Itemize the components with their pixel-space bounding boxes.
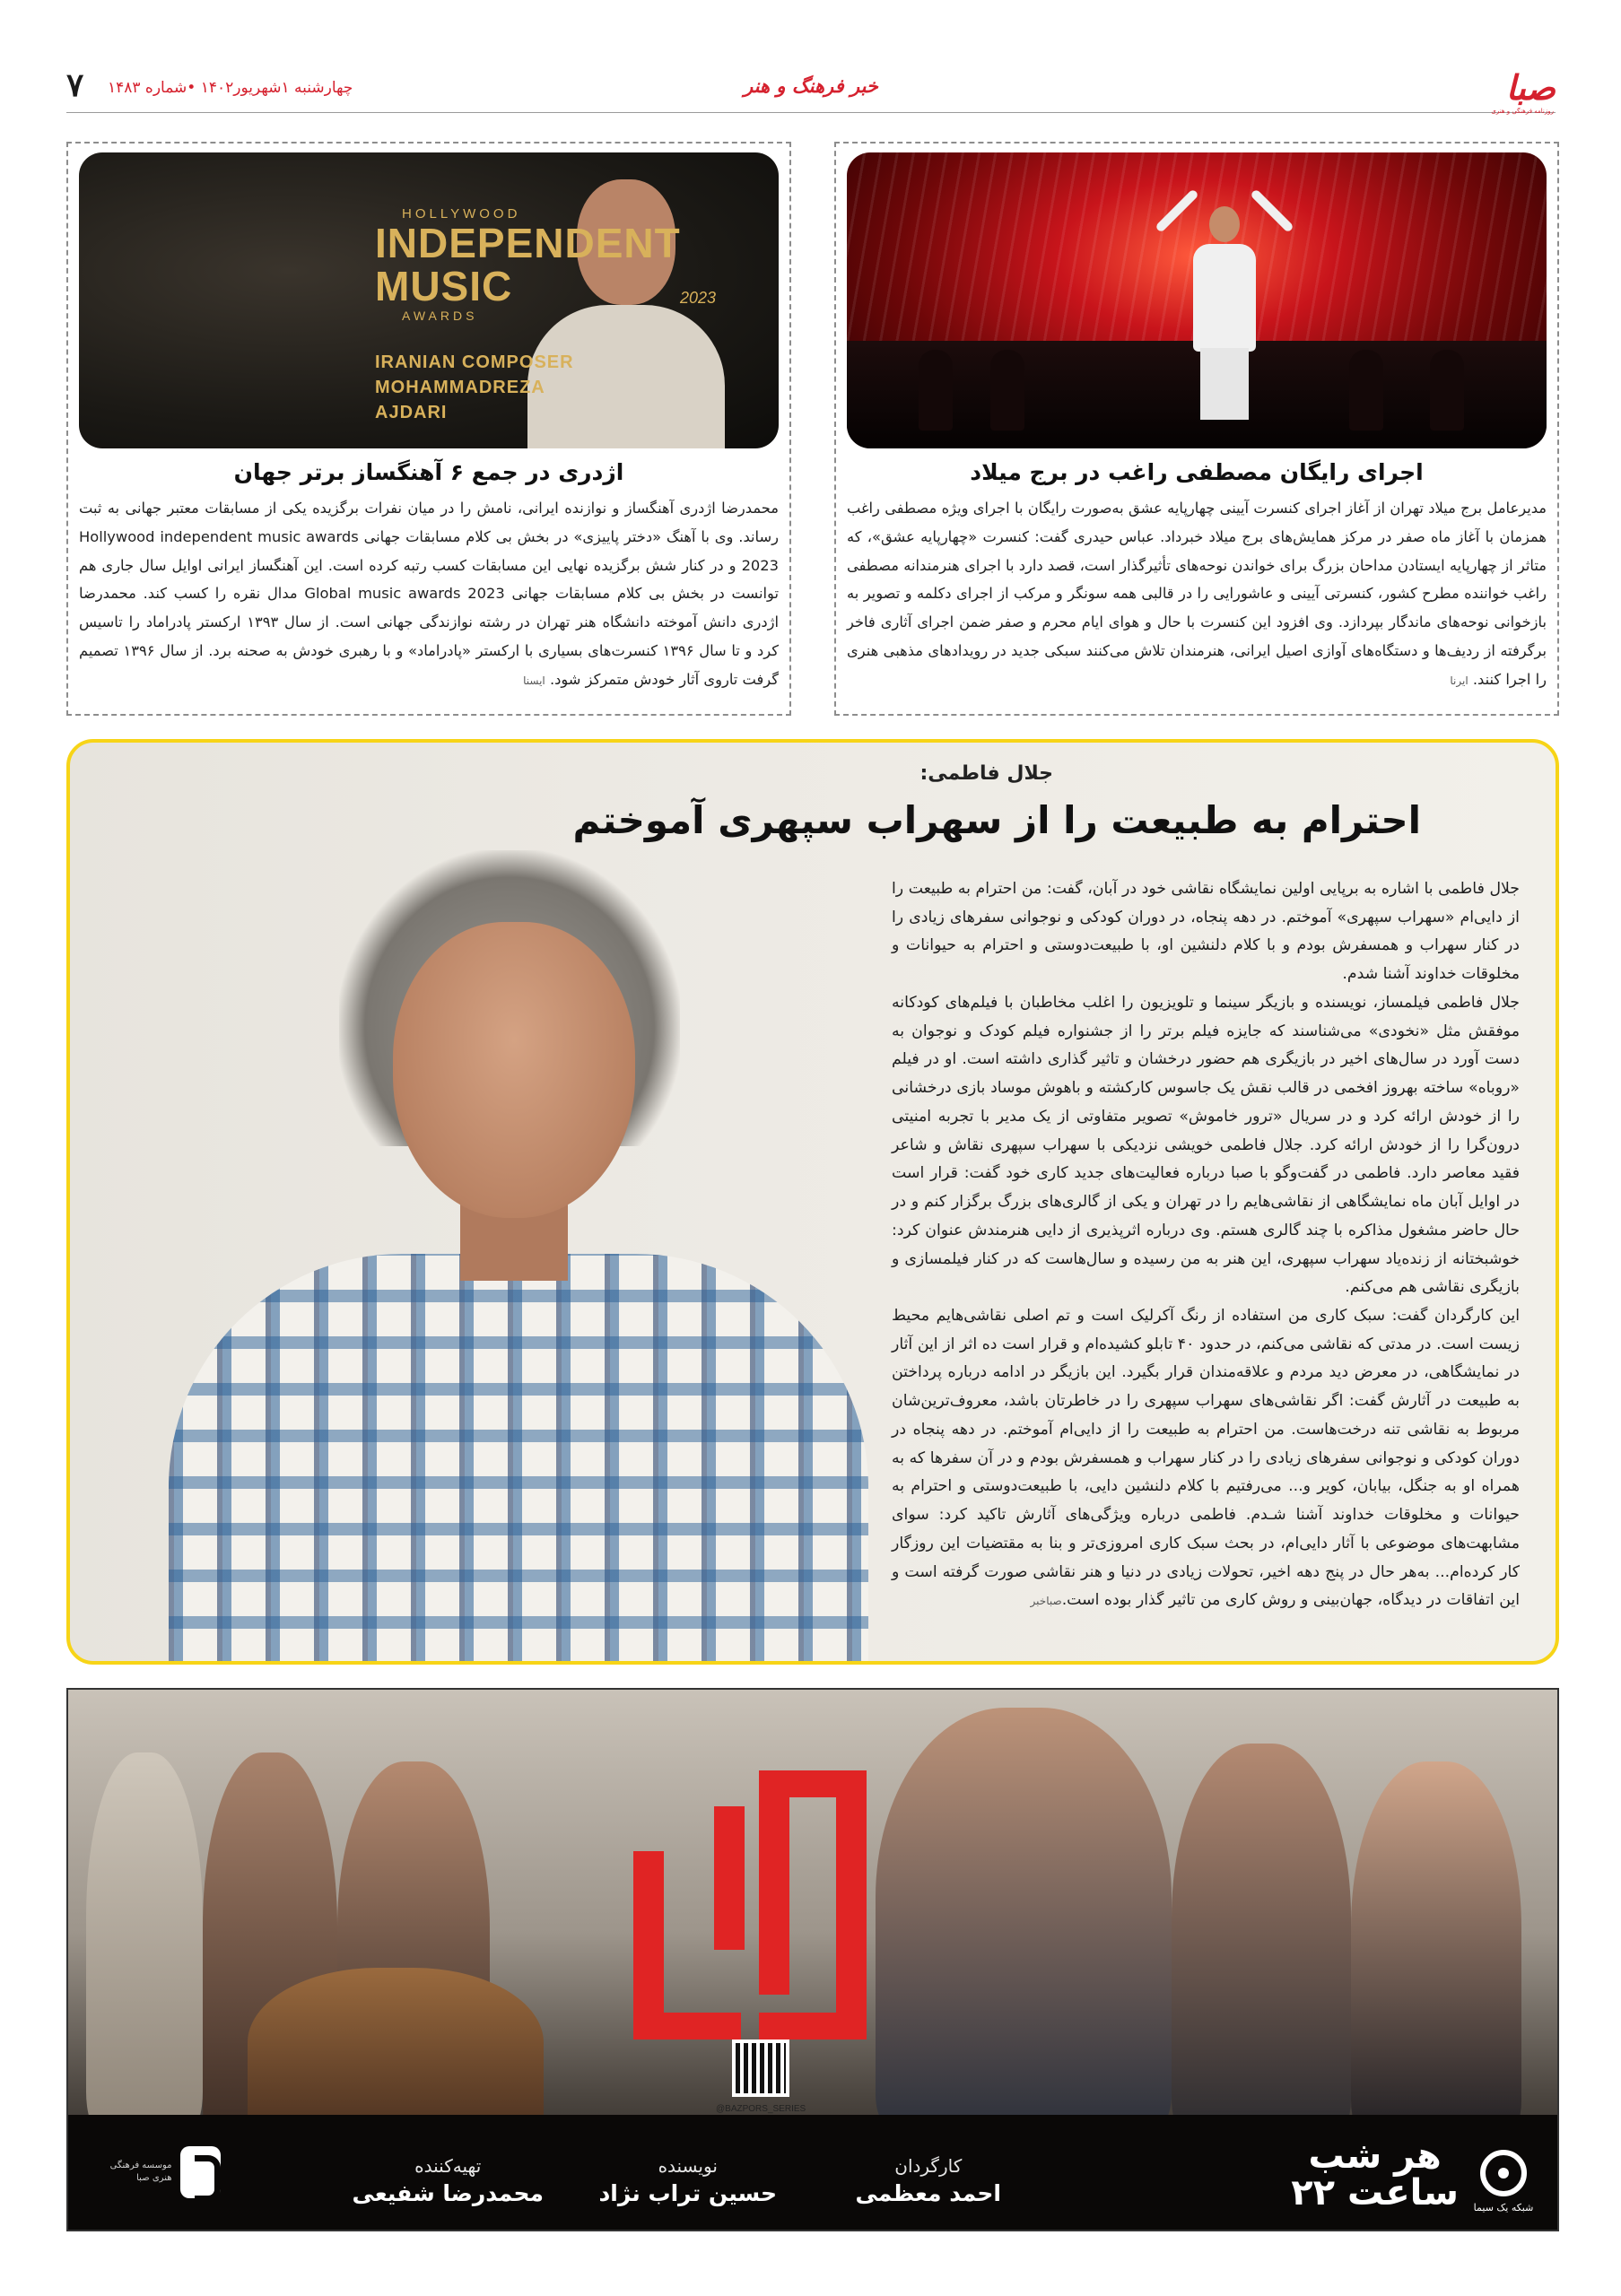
news-source: ایرنا	[1450, 674, 1468, 687]
series-advertisement[interactable]	[66, 1688, 1559, 2231]
award-name: INDEPENDENT MUSIC	[375, 220, 681, 310]
composer-caption-line: AJDARI	[375, 402, 448, 422]
award-year: 2023	[679, 289, 716, 307]
news-body	[79, 494, 779, 693]
news-box-ajdari-award	[66, 142, 791, 716]
newspaper-logo[interactable]	[1491, 67, 1556, 115]
feature-paragraph	[892, 1302, 1520, 1615]
news-body	[847, 494, 1547, 693]
credit-name: حسین تراب نژاد	[598, 2180, 777, 2206]
feature-source: صباخبر	[1030, 1595, 1062, 1608]
award-photo	[79, 152, 779, 448]
channel-name: شبکه یک سیما	[1473, 2202, 1534, 2213]
concert-photo	[847, 152, 1547, 448]
producer-logo	[95, 2136, 221, 2208]
news-headline[interactable]: اژدری در جمع ۶ آهنگساز برتر جهان	[233, 459, 624, 485]
section-title: خبر فرهنگ و هنر	[744, 75, 878, 97]
composer-caption-line: MOHAMMADREZA	[375, 377, 545, 397]
actor-portrait	[133, 850, 904, 1665]
musician-figure	[990, 350, 1024, 430]
feature-paragraph: جلال فاطمی فیلمساز، نویسنده و بازیگر سینما و تلویزیون را اغلب مخاطبان با فیلم‌های کودکانه موفقش مثل «نخودی» می‌شناسند که جایزه فیلم برتر را از جشنواره فیلم کودک و نوجوان به دست آورد در سال‌های اخیر در بازیگری هم حضور درخشان و تاثیر گذاری داشته است. او در فیلم «روباه» ساخته بهروز افخمی در قالب نقش یک جاسوس کارکشته و باهوش موساد بازی درخشانی را از خودش ارائه کرد و در سریال «ترور خاموش» تصویر متفاوتی از یک مدیر با تجربه امنیتی درون‌گرا را از خودش ارائه کرد. جلال فاطمی خویشی نزدیکی با سهراب سپهری نقاش و شاعر فقید معاصر دارد. فاطمی در گفت‌وگو با صبا درباره فعالیت‌های جدید کاری خود گفت: قرار است در اوایل آبان ماه نمایشگاهی از نقاشی‌هایم را در تهران و یکی از گالری‌های بزرگ برگزار کنم و در حال حاضر مشغول مذاکره با چند گالری هستم. وی درباره اثرپذیری از دایی هنرمندش عنوان کرد: خوشبختانه از زنده‌یاد سهراب سپهری، این هنر به من رسیده و سال‌هاست که در کنار فیلمسازی و بازیگری نقاشی هم می‌کنم.	[892, 993, 1520, 1297]
producer-icon	[180, 2146, 221, 2198]
credit-name: محمدرضا شفیعی	[352, 2180, 544, 2206]
credit-producer	[352, 2155, 544, 2206]
musician-figure	[1430, 350, 1464, 430]
award-logo	[375, 206, 734, 425]
feature-paragraph: جلال فاطمی با اشاره به برپایی اولین نمایشگاه نقاشی خود در آبان، گفت: من احترام به طبیعت را از دایی‌ام «سهراب سپهری» آموختم. در دهه پنجاه، در دوران کودکی و نوجوانی سفرهای زیادی را در کنار سهراب و همسفرش بودم و با کلام دلنشین او، با طبیعت‌دوستی و احترام به حیوانات و مخلوقات خداوند آشنا شدم.	[892, 880, 1520, 984]
channel-icon	[1480, 2150, 1527, 2196]
cast-member-figure	[1351, 1761, 1521, 2138]
series-logo[interactable]	[624, 1752, 885, 2048]
singer-figure	[1182, 197, 1263, 422]
news-box-raghib-concert	[834, 142, 1559, 716]
feature-article	[66, 739, 1559, 1665]
feature-paragraph-text: این کارگردان گفت: سبک کاری من استفاده از رنگ آکرلیک است و تم اصلی نقاشی‌هایم محیط زیست است. در مدتی که نقاشی می‌کنم، در حدود ۴۰ تابلو کشیده‌ام و قرار است ده اثر از این آثار در نمایشگاهی، در معرض دید مردم و علاقه‌مندان قرار بگیرد. این بازیگر در ادامه درباره پرداختن به طبیعت در آثارش گفت: اگر نقاشی‌های سهراب سپهری را در خاطرتان باشد، معروف‌ترین‌شان مربوط به نقاشی تنه درخت‌هاست. من احترام به طبیعت را از دایی‌ام آموختم. در دهه پنجاه در دوران کودکی و نوجوانی سفرهای زیادی را در کنار سهراب و همسفرش بودم و در آن سفرها که به همراه او به جنگل، بیابان، کویر و... می‌رفتیم با کلام دلنشین دایی، با طبیعت‌دوستی و احترام به حیوانات و مخلوقات خداوند آشنا شـدم. فاطمی درباره ویژگی‌های آثارش تاکید کرد: سوای مشابهت‌های موضوعی با آثار دایی‌ام، در بحث سبک کاری امروزی‌تر و بنا به مقتضیات این روزگار کار کرده‌ام... به‌هر حال در پنج دهه اخیر، تحولات زیادی در دنیا و هنر نقاشی صورت گرفته است و این اتفاقات در دیدگاه، جهان‌بینی و روش کاری من تاثیر گذار بوده است.	[892, 1307, 1520, 1610]
award-awards: AWARDS	[402, 308, 478, 323]
news-source: ایسنا	[523, 674, 545, 687]
qr-caption: @BAZPORS_SERIES	[716, 2104, 806, 2114]
feature-kicker: جلال فاطمی:	[919, 762, 1053, 785]
airtime-line1: هر شب	[1308, 2135, 1442, 2177]
cast-member-figure	[876, 1708, 1172, 2138]
news-body-text: محمدرضا اژدری آهنگساز و نوازنده ایرانی، نامش را در میان نفرات برگزیده یکی از مسابقات معتبر جهانی به ثبت رساند. وی با آهنگ «دختر پاییزی» در بخش بی کلام مسابقات جهانی Hollywood independent music awards 2023 و در کنار شش برگزیده نهایی این مسابقات کسب رتبه کرده است. این آهنگساز ایرانی اوایل سال جاری هم توانست در بخش بی کلام مسابقات جهانی Global music awards 2023 مدال نقره را کسب کند. محمدرضا اژدری دانش آموخته دانشگاه هنر تهران در رشته نوازندگی جهانی است. از سال ۱۳۹۳ ارکستر پادراماد را تاسیس کرد و تا سال ۱۳۹۶ کنسرت‌های بسیاری با ارکستر «پادراماد» و با رهبری خودش به صحنه برد. از سال ۱۳۹۶ تصمیم گرفت تاروی آثار خودش متمرکز شود.	[79, 500, 780, 688]
cast-member-figure	[86, 1752, 203, 2129]
credit-director	[856, 2155, 1002, 2206]
credit-name: احمد معظمی	[855, 2180, 1001, 2206]
composer-caption-line: IRANIAN COMPOSER	[375, 352, 574, 372]
cast-member-figure	[248, 1968, 544, 2138]
musician-figure	[1349, 350, 1383, 430]
news-body-text: مدیرعامل برج میلاد تهران از آغاز اجرای کنسرت آیینی چهارپایه عشق به‌صورت رایگان با اجرای ویژه مصطفی راغب همزمان با آغاز ماه صفر در مرکز همایش‌های برج میلاد خبرداد. عباس حیدری گفت: کنسرت «چهارپایه عشق»، که متاثر از چهارپایه ایستادن مداحان بزرگ برای خواندن نوحه‌های تأثیر‌گذار است، قصد دارد با اجرای هنرمندانه مصطفی راغب خواننده مطرح کشور، کنسرتی آیینی و عاشورایی را در قالبی همه سونگر و مرکب از اجرای دکلمه و تصویر به بازخوانی نوحه‌های ماندگار بپردازد. وی افزود این کنسرت با حال و هوای ایام محرم و صفر ضمن اجرای آثاری فاخر برگرفته از ردیف‌ها و دستگاه‌های آوازی اصیل ایرانی، هنرمندان تلاش می‌کنند سبکی جدید در رویدادهای مذهبی هنری را اجرا کنند.	[847, 500, 1547, 688]
cast-member-figure	[1172, 1744, 1351, 2138]
channel-logo	[1468, 2150, 1539, 2213]
feature-body	[892, 875, 1520, 1615]
credit-role: تهیه‌کننده	[414, 2155, 482, 2177]
producer-caption: موسسه فرهنگی هنری صبا	[109, 2161, 172, 2183]
feature-headline[interactable]: احترام به طبیعت را از سهراب سپهری آموختم	[572, 798, 1421, 842]
airtime	[1291, 2135, 1459, 2213]
logo-wordmark: صبا	[1505, 67, 1556, 108]
qr-code[interactable]	[732, 2039, 789, 2097]
airtime-line2: ساعت ۲۲	[1291, 2172, 1459, 2213]
logo-tagline: روزنامه فرهنگی و هنری	[1491, 108, 1554, 115]
credit-writer	[598, 2155, 777, 2206]
page-number: ۷	[66, 66, 84, 104]
page-header	[66, 63, 1556, 113]
credit-role: کارگردان	[894, 2155, 963, 2177]
credit-role: نویسنده	[658, 2155, 718, 2177]
award-hollywood: HOLLYWOOD	[402, 206, 521, 222]
issue-info: چهارشنبه ۱شهریور۱۴۰۲ •شماره ۱۴۸۳	[108, 79, 353, 97]
credits-bar	[68, 2115, 1557, 2230]
musician-figure	[919, 350, 953, 430]
composer-caption	[375, 350, 734, 425]
news-headline[interactable]: اجرای رایگان مصطفی راغب در برج میلاد	[970, 459, 1424, 485]
